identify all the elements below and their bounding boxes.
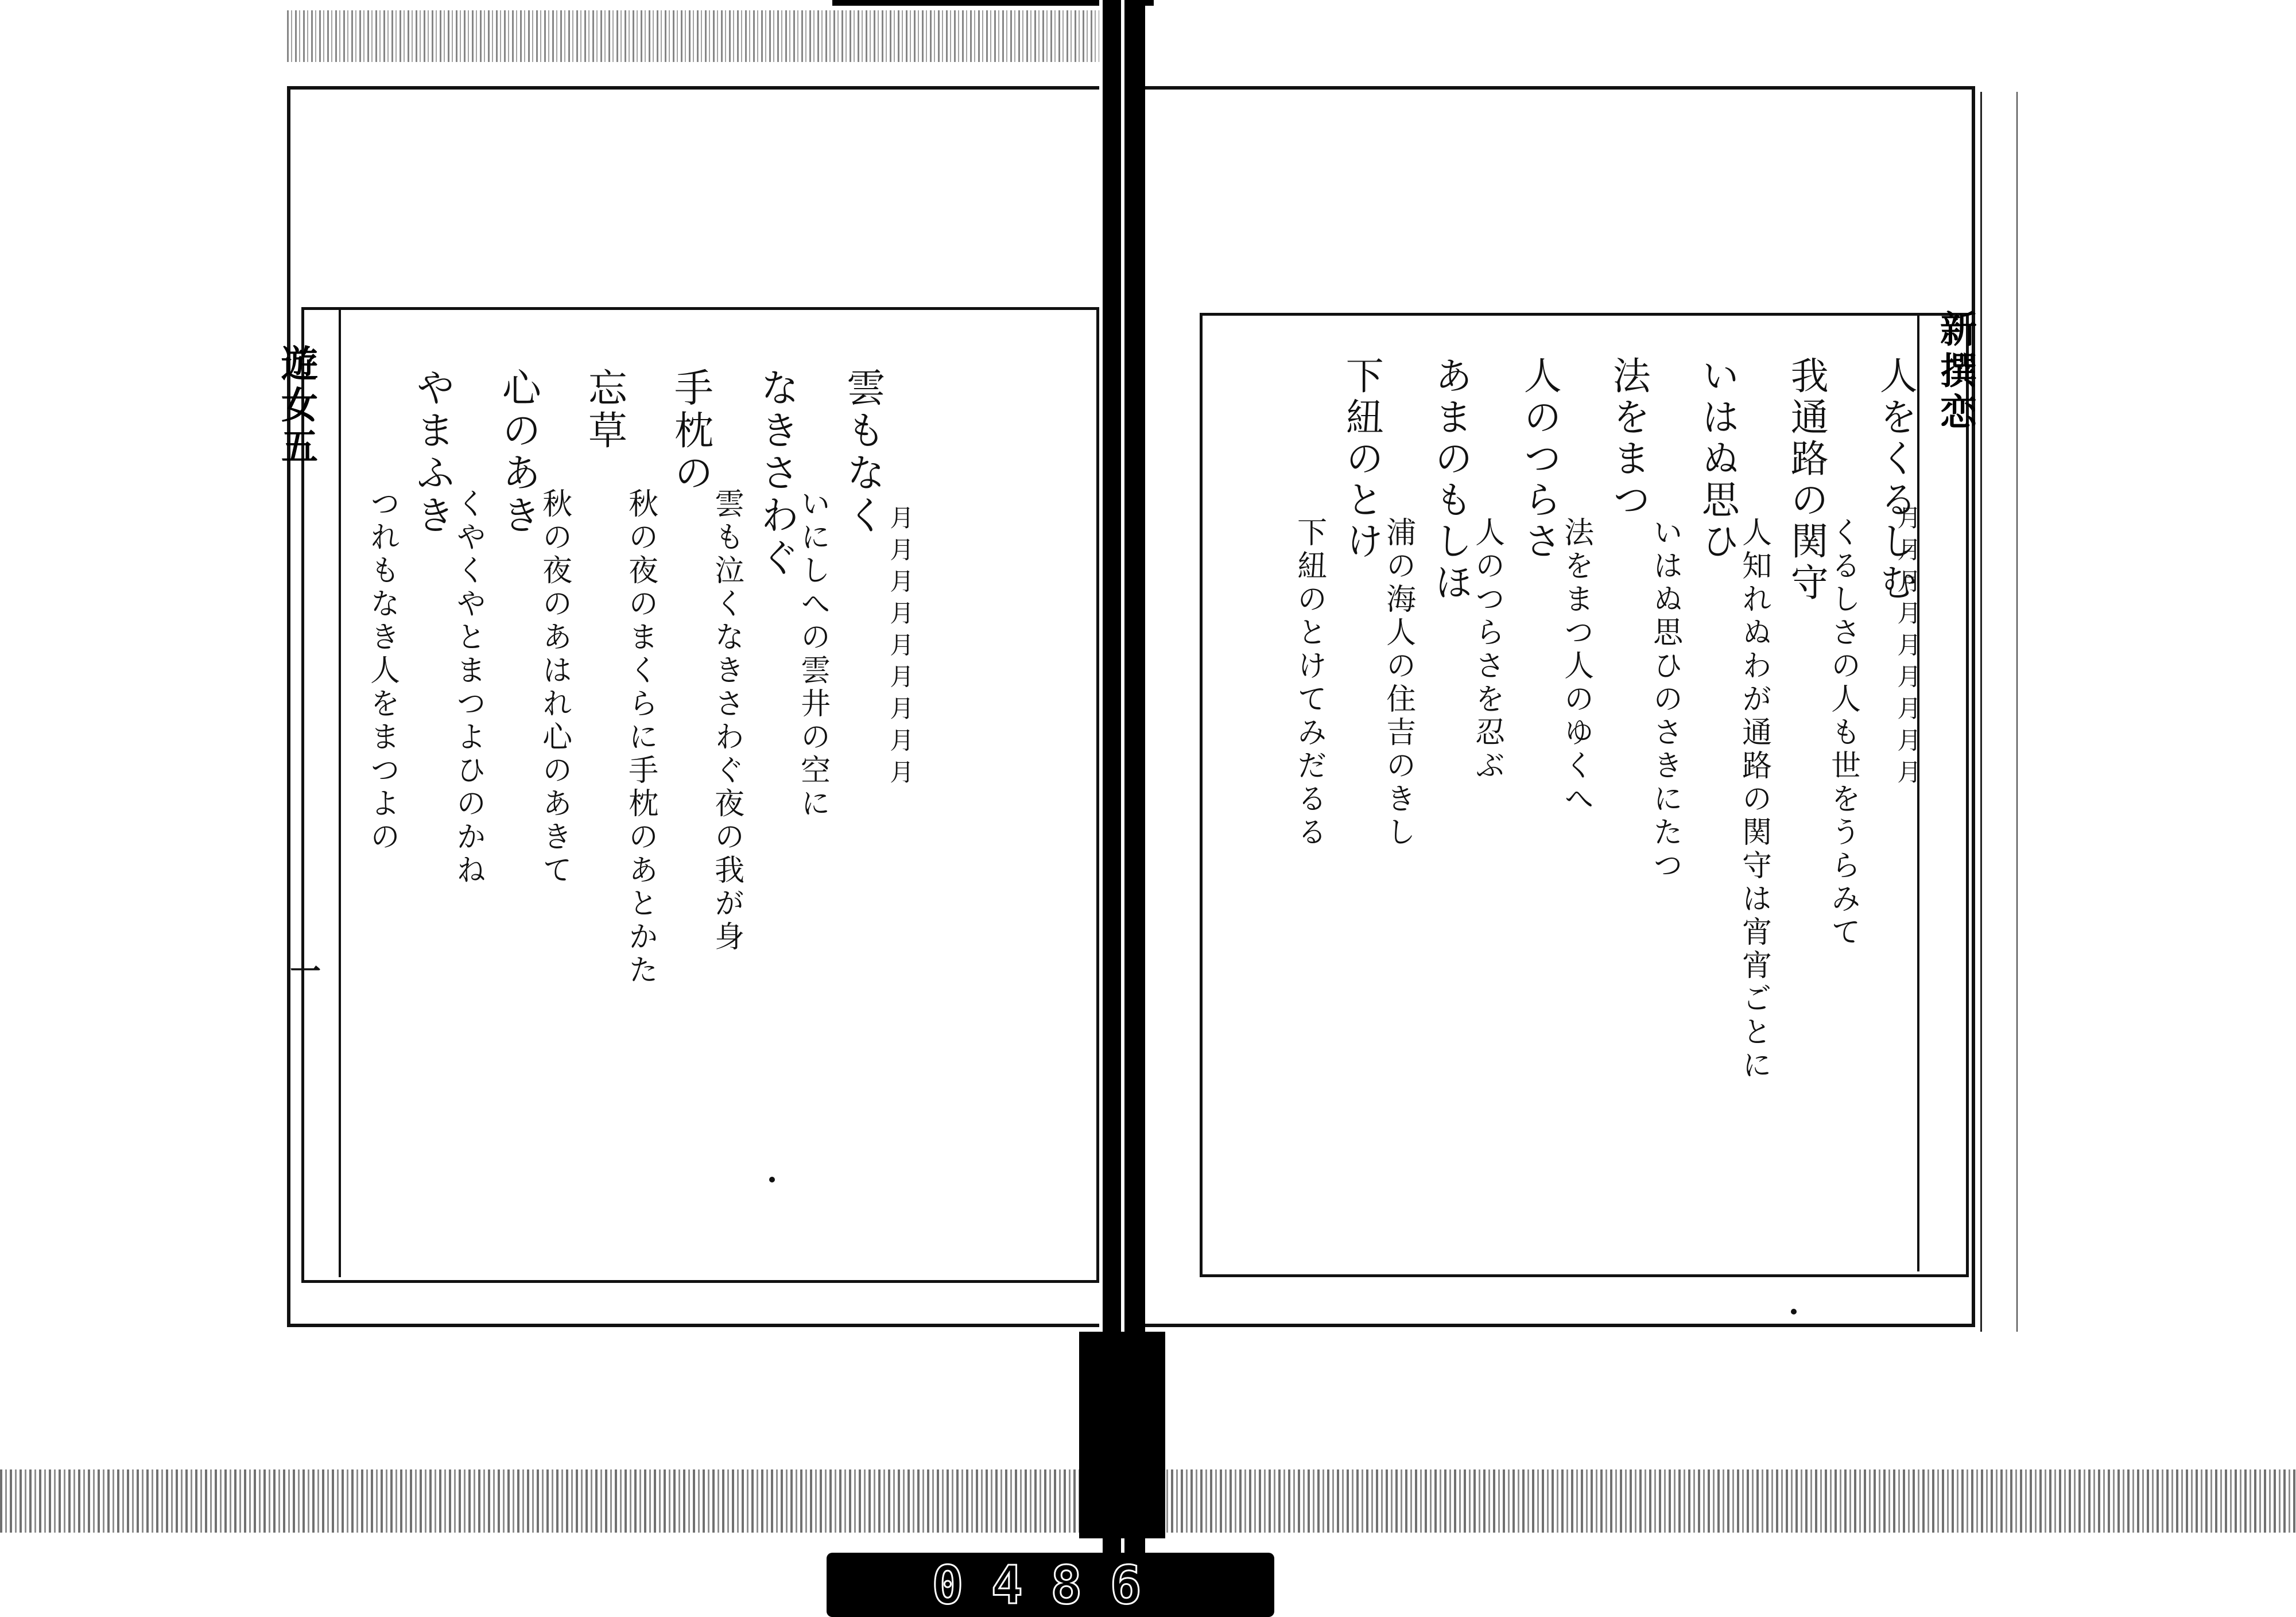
- right-main-column-3: いはぬ思ひ: [1695, 356, 1740, 563]
- scan-noise-top: [287, 10, 1102, 62]
- right-main-column-4: 法をまつ: [1606, 356, 1651, 521]
- right-main-column-5: 人のつらさ: [1517, 356, 1562, 563]
- left-frame-rule: [339, 307, 341, 1277]
- left-page-marks: 月 月 月 月 月 月 月 月 月: [886, 505, 915, 784]
- left-main-column-4: 忘草: [581, 367, 627, 452]
- left-main-column-6: やまふき: [409, 367, 455, 537]
- ink-speck: [769, 1177, 775, 1182]
- right-commentary-column-1: くるしさの人も世をうらみて: [1825, 517, 1860, 949]
- left-main-column-1: 雲もなく: [840, 367, 886, 537]
- book-fore-edge: [1980, 92, 2018, 1332]
- left-commentary-column-3: 秋の夜のまくらに手枕のあとかた: [623, 488, 658, 987]
- ink-speck: [1791, 1309, 1797, 1314]
- left-margin-title: 遊女五: [275, 344, 318, 468]
- right-commentary-column-3: いはぬ思ひのさきにたつ: [1647, 517, 1682, 883]
- left-commentary-column-4: 秋の夜のあはれ心のあきて: [537, 488, 572, 887]
- right-main-column-1: 人をくるしむ: [1873, 356, 1918, 604]
- right-margin-title: 新撰恋: [1934, 310, 1977, 434]
- left-folio-number: 一: [290, 953, 321, 990]
- left-main-column-2: なきさわぐ: [754, 367, 800, 580]
- right-commentary-column-6: 浦の海人の住吉のきし: [1380, 517, 1415, 850]
- right-main-column-6: あまのもしほ: [1428, 356, 1473, 604]
- archive-number: 0486: [932, 1554, 1169, 1616]
- right-main-column-7: 下紐のとけ: [1339, 356, 1384, 563]
- archive-number-stamp: [827, 1553, 1274, 1617]
- left-commentary-column-1: いにしへの雲井の空に: [795, 488, 830, 821]
- left-main-column-3: 手枕の: [668, 367, 713, 495]
- left-main-column-5: 心のあき: [495, 367, 541, 537]
- left-commentary-column-2: 雲も泣くなきさわぐ夜の我が身: [709, 488, 744, 954]
- spine-shadow-lower: [1079, 1332, 1165, 1538]
- right-commentary-column-7: 下紐のとけてみだるる: [1292, 517, 1327, 850]
- left-commentary-column-5: くやくやとまつよひのかね: [451, 488, 486, 887]
- right-page-marks: 月 月 月 月 月 月 月 月 月: [1894, 505, 1922, 784]
- left-commentary-column-6: つれもなき人をまつよの: [364, 488, 400, 854]
- right-commentary-column-4: 法をまつ人のゆくへ: [1558, 517, 1593, 816]
- right-main-column-2: 我通路の関守: [1784, 356, 1829, 604]
- right-commentary-column-5: 人のつらさを忍ぶ: [1469, 517, 1504, 783]
- right-commentary-column-2: 人知れぬわが通路の関守は宵宵ごとに: [1736, 517, 1771, 1083]
